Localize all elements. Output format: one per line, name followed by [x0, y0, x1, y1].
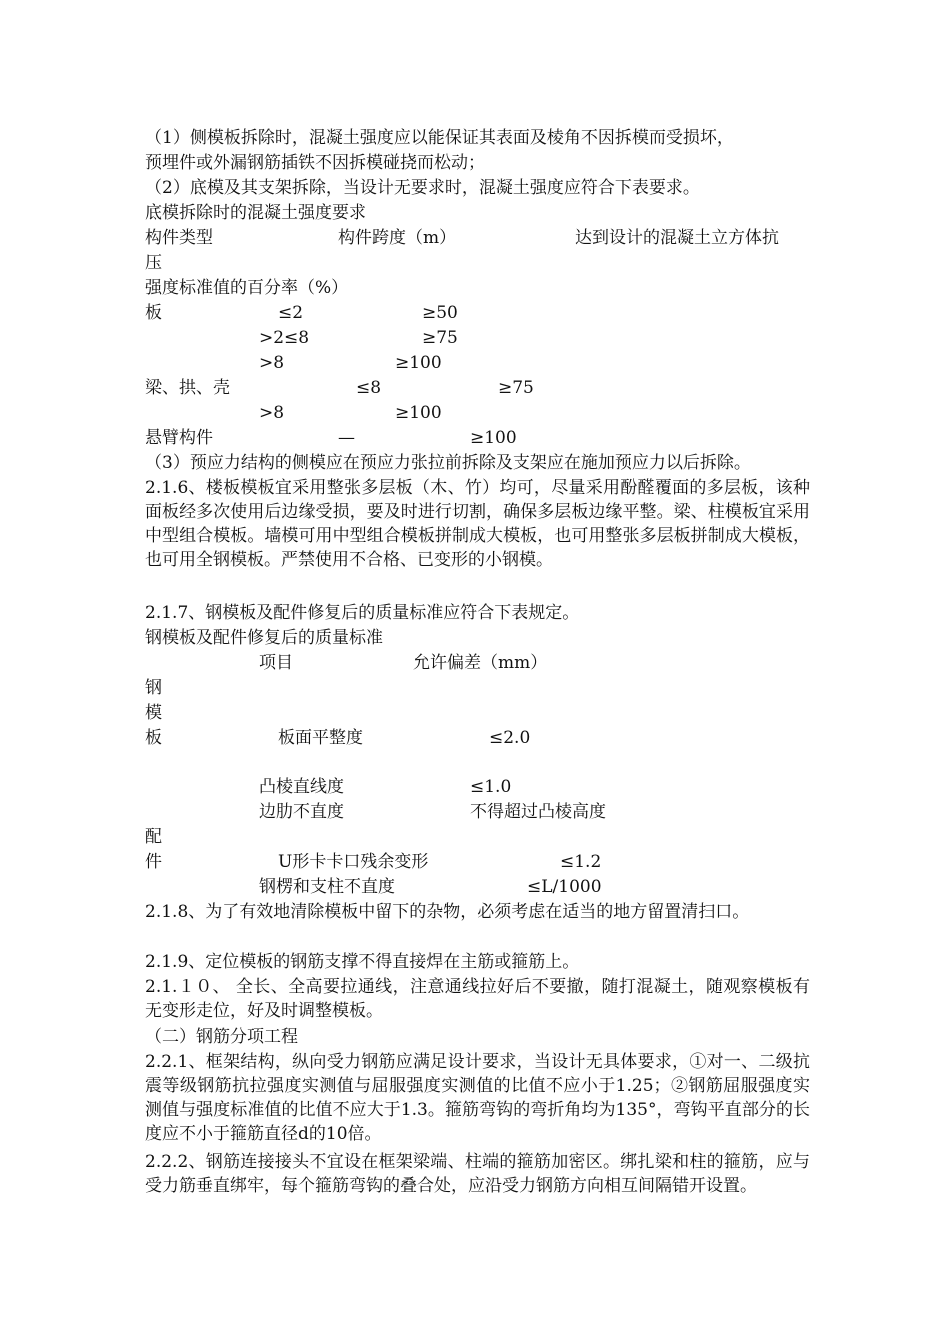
table1-cell-type: 梁、拱、壳 — [145, 378, 230, 398]
table2-cell-tolerance: ≤2.0 — [489, 728, 531, 748]
table1-cell-span: — — [338, 428, 355, 448]
section-2-1-7: 2.1.7、钢模板及配件修复后的质量标准应符合下表规定。 — [145, 603, 580, 623]
table2-header-item: 项目 — [259, 653, 293, 673]
table1-cell-value: ≥100 — [395, 403, 442, 423]
table2-cell-tolerance: 不得超过凸棱高度 — [470, 802, 606, 822]
section-2-1-6: 2.1.6、楼板模板宜采用整张多层板（木、竹）均可，尽量采用酚醛覆面的多层板，该种面板经多次使用后边缘受损，要及时进行切割，确保多层板边缘平整。梁、柱模板宜采用中型组合模板。墙模可用中型组合模板拼制成大模板，也可用整张多层板拼制成大模板，也可用全钢模板。严禁使用不合格、已变形的小钢模。 — [145, 478, 810, 570]
section-2-1-9: 2.1.9、定位模板的钢筋支撑不得直接焊在主筋或箍筋上。 — [145, 952, 580, 972]
paragraph-line: 预埋件或外漏钢筋插铁不因拆模碰挠而松动； — [145, 153, 485, 173]
table1-title: 底模拆除时的混凝土强度要求 — [145, 203, 366, 223]
table2-group-label: 件 — [145, 852, 162, 872]
table1-cell-span: ≤8 — [356, 378, 382, 398]
table2-cell-item: 钢楞和支柱不直度 — [259, 877, 395, 897]
section-2-1-10: 2.1.１０、 全长、全高要拉通线，注意通线拉好后不要撤，随打混凝土，随观察模板有无变形走位，好及时调整模板。 — [145, 977, 810, 1021]
table2-cell-item: 边肋不直度 — [259, 802, 344, 822]
table1-cell-span: >8 — [259, 353, 285, 373]
table2-group-label: 板 — [145, 728, 162, 748]
paragraph-line: （2）底模及其支架拆除，当设计无要求时，混凝土强度应符合下表要求。 — [145, 178, 700, 198]
table1-cell-value: ≥75 — [498, 378, 534, 398]
table2-header-tolerance: 允许偏差（mm） — [413, 653, 548, 673]
paragraph-line: （3）预应力结构的侧模应在预应力张拉前拆除及支架应在施加预应力以后拆除。 — [145, 453, 751, 473]
section-2-2-2: 2.2.2、钢筋连接接头不宜设在框架梁端、柱端的箍筋加密区。绑扎梁和柱的箍筋，应与受力筋垂直绑牢，每个箍筋弯钩的叠合处，应沿受力钢筋方向相互间隔错开设置。 — [145, 1152, 810, 1196]
table1-cell-value: ≥100 — [470, 428, 517, 448]
table1-cell-value: ≥75 — [422, 328, 458, 348]
table1-cell-span: >2≤8 — [259, 328, 310, 348]
table1-header-strength-wrap: 压 — [145, 253, 162, 273]
table1-header-span: 构件跨度（m） — [338, 228, 457, 248]
section-2-1-8: 2.1.8、为了有效地清除模板中留下的杂物，必须考虑在适当的地方留置清扫口。 — [145, 902, 750, 922]
table2-cell-item: U形卡卡口残余变形 — [278, 852, 429, 872]
table2-cell-tolerance: ≤1.0 — [470, 777, 512, 797]
table1-cell-type: 板 — [145, 303, 162, 323]
table2-title: 钢模板及配件修复后的质量标准 — [145, 628, 383, 648]
table2-group-label: 模 — [145, 703, 162, 723]
table1-cell-value: ≥100 — [395, 353, 442, 373]
table1-cell-value: ≥50 — [422, 303, 458, 323]
table2-cell-item: 板面平整度 — [278, 728, 363, 748]
table2-cell-item: 凸棱直线度 — [259, 777, 344, 797]
table2-cell-tolerance: ≤L/1000 — [527, 877, 602, 897]
section-2-2-1: 2.2.1、框架结构，纵向受力钢筋应满足设计要求，当设计无具体要求，①对一、二级抗震等级钢筋抗拉强度实测值与屈服强度实测值的比值不应小于1.25；②钢筋屈服强度实测值与强度标准值的比值不应大于1.3。箍筋弯钩的弯折角均为135°，弯钩平直部分的长度应不小于箍筋直径d的10倍。 — [145, 1052, 810, 1144]
table1-header-strength: 达到设计的混凝土立方体抗 — [575, 228, 779, 248]
table1-header-type: 构件类型 — [145, 228, 213, 248]
table1-header-strength-wrap: 强度标准值的百分率（%） — [145, 278, 349, 298]
table1-cell-span: ≤2 — [278, 303, 304, 323]
paragraph-line: （1）侧模板拆除时，混凝土强度应以能保证其表面及棱角不因拆模而受损坏， — [145, 128, 734, 148]
table1-cell-span: >8 — [259, 403, 285, 423]
table2-cell-tolerance: ≤1.2 — [560, 852, 602, 872]
section-heading: （二）钢筋分项工程 — [145, 1027, 298, 1047]
table1-cell-type: 悬臂构件 — [145, 428, 213, 448]
table2-group-label: 钢 — [145, 678, 162, 698]
table2-group-label: 配 — [145, 827, 162, 847]
